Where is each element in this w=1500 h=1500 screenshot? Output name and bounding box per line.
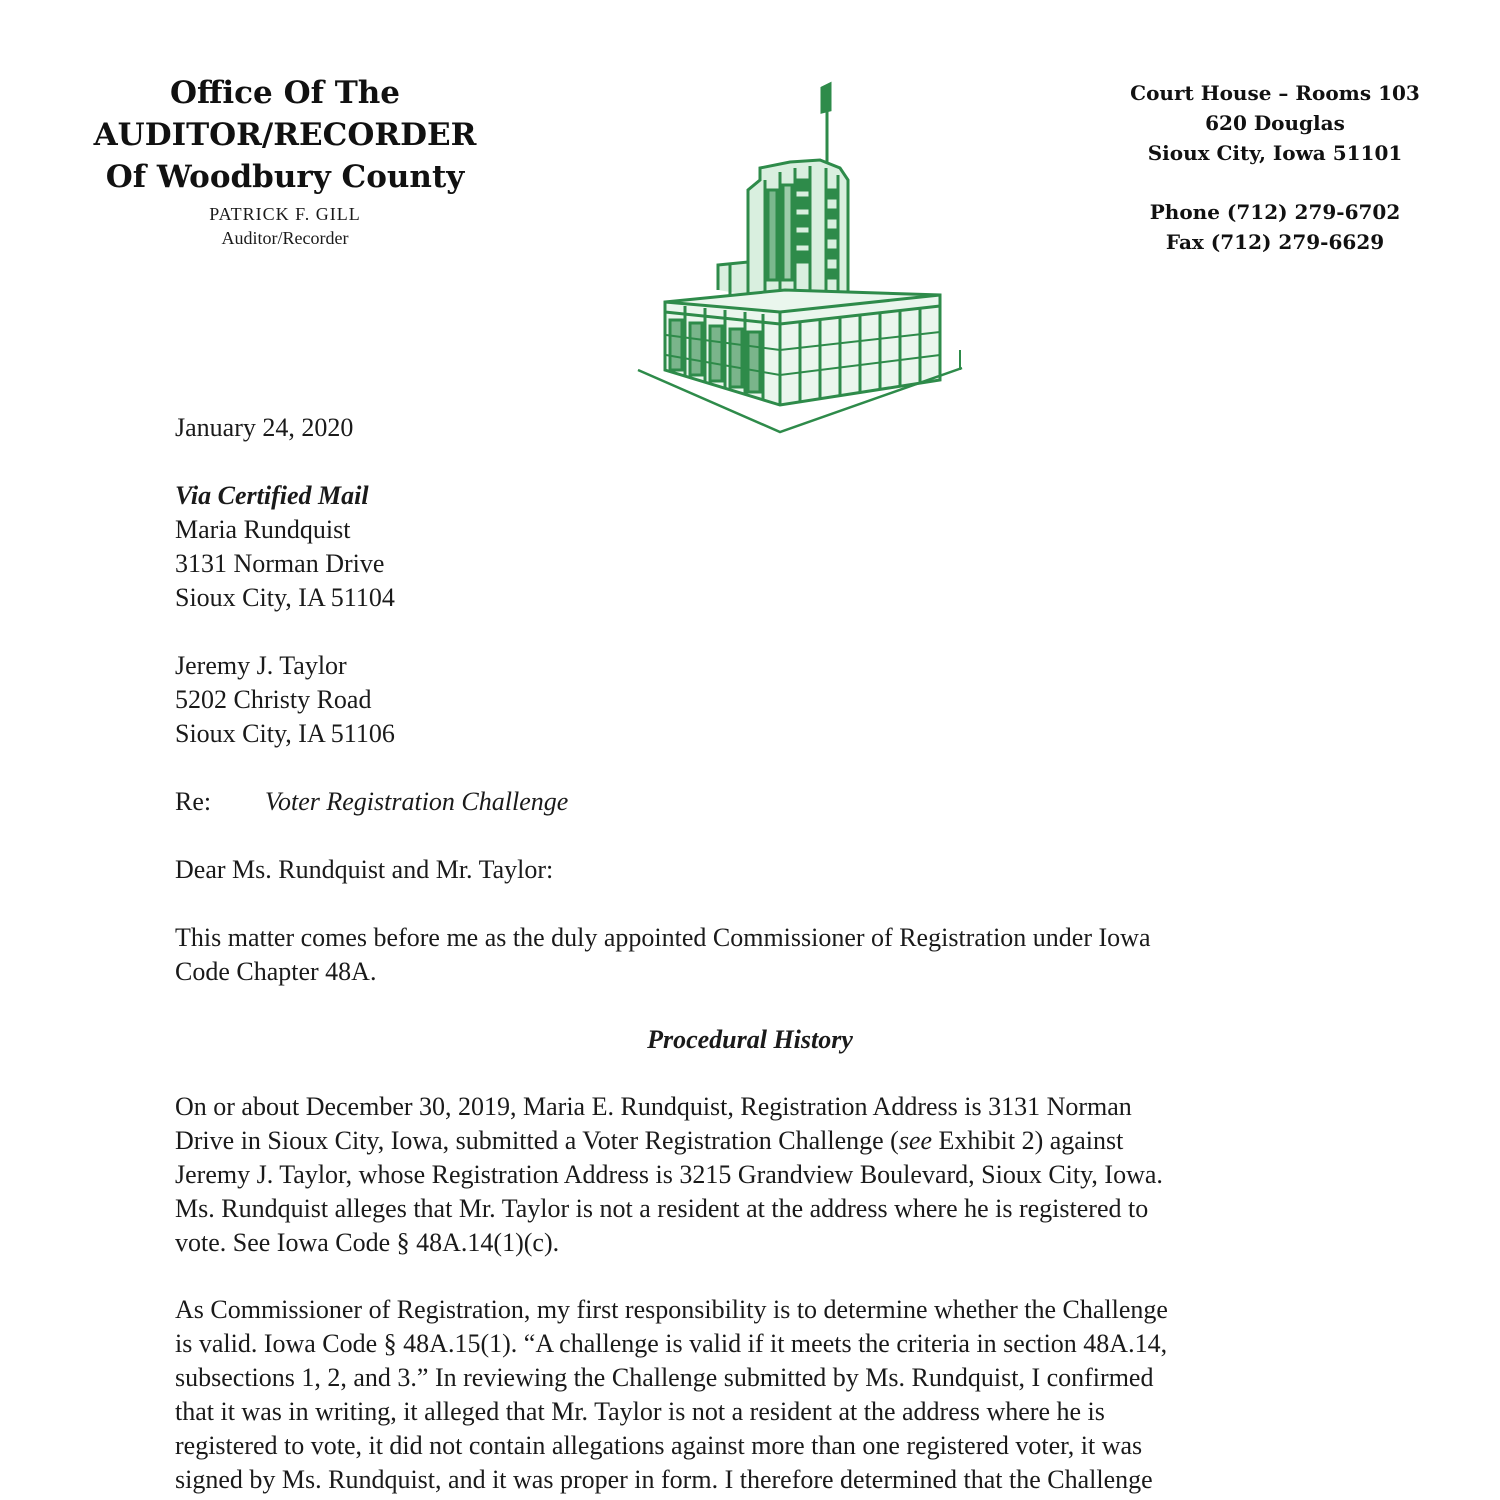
courthouse-building-icon [630,80,970,440]
official-title: Auditor/Recorder [221,228,349,248]
salutation [175,853,1355,887]
paragraph-line: This matter comes before me as the duly appointed Commissioner of Registration under Iowa [175,923,1151,952]
phone-number: Phone (712) 279-6702 [1149,200,1401,224]
procedural-paragraph-1 [175,1090,1355,1260]
paragraph-line: is valid. Iowa Code § 48A.15(1). “A challenge is valid if it meets the criteria in section 48A.14, [175,1329,1168,1358]
paragraph-line: signed by Ms. Rundquist, and it was proper in form. I therefore determined that the Challenge [175,1465,1153,1494]
recipient-block-1 [175,479,1355,615]
paragraph-line: registered to vote, it did not contain allegations against more than one registered voter, it was [175,1431,1143,1460]
recipient-street: 5202 Christy Road [175,685,372,714]
paragraph-line: Jeremy J. Taylor, whose Registration Address is 3215 Grandview Boulevard, Sioux City, Iowa. [175,1160,1163,1189]
section-heading [0,1023,1500,1057]
date-text: January 24, 2020 [175,413,354,442]
recipient-name: Jeremy J. Taylor [175,651,347,680]
subject-text: Voter Registration Challenge [265,787,569,816]
paragraph-line: Drive in Sioux City, Iowa, submitted a Voter Registration Challenge (see Exhibit 2) against [175,1126,1124,1155]
address-line-2: 620 Douglas [1205,111,1345,135]
subject-line [175,785,1355,819]
recipient-city: Sioux City, IA 51106 [175,719,395,748]
recipient-city: Sioux City, IA 51104 [175,583,395,612]
office-title-line-3: Of Woodbury County [105,159,465,195]
section-heading-text: Procedural History [647,1025,853,1054]
office-title-line-1: Office Of The [169,75,401,111]
paragraph-line: On or about December 30, 2019, Maria E. Rundquist, Registration Address is 3131 Norman [175,1092,1132,1121]
paragraph-line: subsections 1, 2, and 3.” In reviewing the Challenge submitted by Ms. Rundquist, I confirmed [175,1363,1154,1392]
paragraph-line: Code Chapter 48A. [175,957,377,986]
paragraph-line: that it was in writing, it alleged that Mr. Taylor is not a resident at the address where he is [175,1397,1105,1426]
official-name: PATRICK F. GILL [209,204,361,224]
paragraph-line: As Commissioner of Registration, my first responsibility is to determine whether the Challenge [175,1295,1168,1324]
office-title-line-2: AUDITOR/RECORDER [93,117,477,153]
letter-date [175,411,1355,445]
fax-number: Fax (712) 279-6629 [1165,230,1385,254]
intro-paragraph [175,921,1355,989]
office-block [60,72,510,250]
recipient-street: 3131 Norman Drive [175,549,385,578]
paragraph-line: Ms. Rundquist alleges that Mr. Taylor is not a resident at the address where he is registered to [175,1194,1149,1223]
salutation-text: Dear Ms. Rundquist and Mr. Taylor: [175,855,554,884]
address-line-1: Court House – Rooms 103 [1130,81,1420,105]
contact-block [1110,78,1440,257]
address-line-3: Sioux City, Iowa 51101 [1147,141,1403,165]
subject-label: Re: [175,787,212,816]
paragraph-line: vote. See Iowa Code § 48A.14(1)(c). [175,1228,560,1257]
recipient-block-2 [175,649,1355,751]
delivery-method: Via Certified Mail [175,481,369,510]
recipient-name: Maria Rundquist [175,515,351,544]
procedural-paragraph-2 [175,1293,1355,1497]
